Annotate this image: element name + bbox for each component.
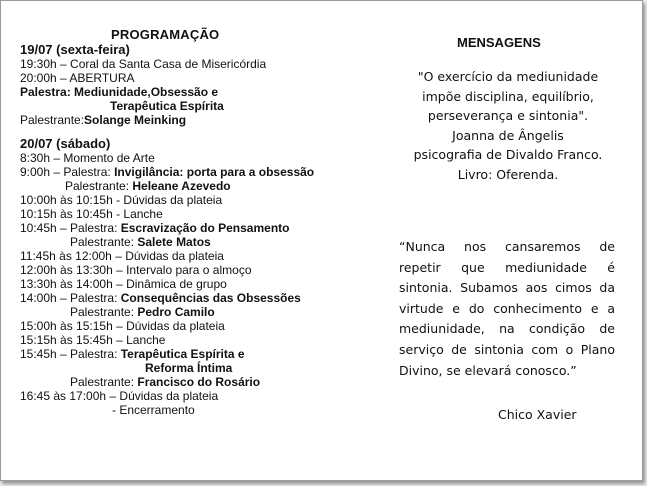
quote1-author: Joanna de Ângelis <box>452 127 564 143</box>
palestra-4-time: 15:45h – Palestra: <box>20 347 121 361</box>
day2-duvidas-1: 10:00h às 10:15h - Dúvidas da plateia <box>20 193 223 207</box>
day2-palestrante-2 <box>20 235 350 249</box>
day2-duvidas-3: 15:00h às 15:15h – Dúvidas da plateia <box>20 319 225 333</box>
palestrante-2-name: Salete Matos <box>137 235 211 249</box>
palestra-2-time: 10:45h – Palestra: <box>20 221 121 235</box>
day2-palestrante-4 <box>20 375 350 389</box>
quote1-line: impõe disciplina, equilíbrio, <box>422 88 594 104</box>
programacao-section <box>20 27 350 417</box>
day2-duvidas-4: 16:45 às 17:00h – Dúvidas da plateia <box>20 389 219 403</box>
palestrante-3-name: Pedro Camilo <box>137 305 215 319</box>
day2-palestra-4 <box>20 347 350 361</box>
day2-dinamica: 13:30h às 14:00h – Dinâmica de grupo <box>20 277 227 291</box>
palestra-1-title: Invigilância: porta para a obsessão <box>114 165 315 179</box>
palestra-3-title: Consequências das Obsessões <box>120 291 301 305</box>
day2-palestrante-1 <box>20 179 350 193</box>
day2-duvidas-2: 11:45h às 12:00h – Dúvidas da plateia <box>20 249 224 263</box>
quote1-line: perseverança e sintonia". <box>427 108 589 123</box>
day2-lanche-2: 15:15h às 15:45h – Lanche <box>20 333 166 347</box>
day2-date: 20/07 (sábado) <box>20 136 111 151</box>
palestrante-3-label: Palestrante: <box>70 305 138 319</box>
day2-palestrante-3 <box>20 305 350 319</box>
programacao-title: PROGRAMAÇÃO <box>111 27 220 42</box>
palestrante-4-label: Palestrante: <box>70 375 138 389</box>
day2-palestra-3 <box>20 291 350 305</box>
quote-chico-xavier: “Nunca nos cansaremos de repetir que mediunidade é sintonia. Subamos aos cimos da virtude e do conhecimento e a mediunidade, na condição de serviço de sintonia com o Plano Divino, se elevará conosco.” <box>399 239 615 378</box>
palestra-1-time: 9:00h – Palestra: <box>20 165 115 179</box>
day1-date: 19/07 (sexta-feira) <box>20 42 130 57</box>
quote1-psicografia: psicografia de Divaldo Franco. <box>413 147 603 162</box>
mensagens-title: MENSAGENS <box>457 35 541 50</box>
day1-palestrante <box>20 113 350 127</box>
day1-item-abertura: 20:00h – ABERTURA <box>20 71 135 85</box>
day1-palestrante-label: Palestrante: <box>20 113 85 127</box>
day1-item-coral: 19:30h – Coral da Santa Casa de Misericórdia <box>20 57 267 71</box>
day1-palestra-title-cont: Terapêutica Espírita <box>110 99 224 113</box>
palestrante-2-label: Palestrante: <box>70 235 138 249</box>
palestrante-1-name: Heleane Azevedo <box>132 179 231 193</box>
day2-lanche-1: 10:15h às 10:45h - Lanche <box>20 207 163 221</box>
day1-palestrante-name: Solange Meinking <box>84 113 187 127</box>
palestra-2-title: Escravização do Pensamento <box>120 221 290 235</box>
day2-almoco: 12:00h às 13:30h – Intervalo para o almoço <box>20 263 252 277</box>
palestra-4-title: Terapêutica Espírita e <box>120 347 245 361</box>
quote-joanna <box>399 67 617 184</box>
palestra-3-time: 14:00h – Palestra: <box>20 291 121 305</box>
day1-palestra-title: Palestra: Mediunidade,Obsessão e <box>20 85 219 99</box>
day2-momento-arte: 8:30h – Momento de Arte <box>20 151 155 165</box>
day2-palestra-1 <box>20 165 350 179</box>
day2-palestra-2 <box>20 221 350 235</box>
palestrante-1-label: Palestrante: <box>65 179 133 193</box>
palestrante-4-name: Francisco do Rosário <box>137 375 261 389</box>
quote1-livro: Livro: Oferenda. <box>457 166 559 182</box>
quote1-line: "O exercício da mediunidade <box>417 69 599 84</box>
day2-encerramento: - Encerramento <box>112 403 195 417</box>
palestra-4-title-cont: Reforma Íntima <box>145 361 233 375</box>
quote2-author: Chico Xavier <box>498 407 577 422</box>
